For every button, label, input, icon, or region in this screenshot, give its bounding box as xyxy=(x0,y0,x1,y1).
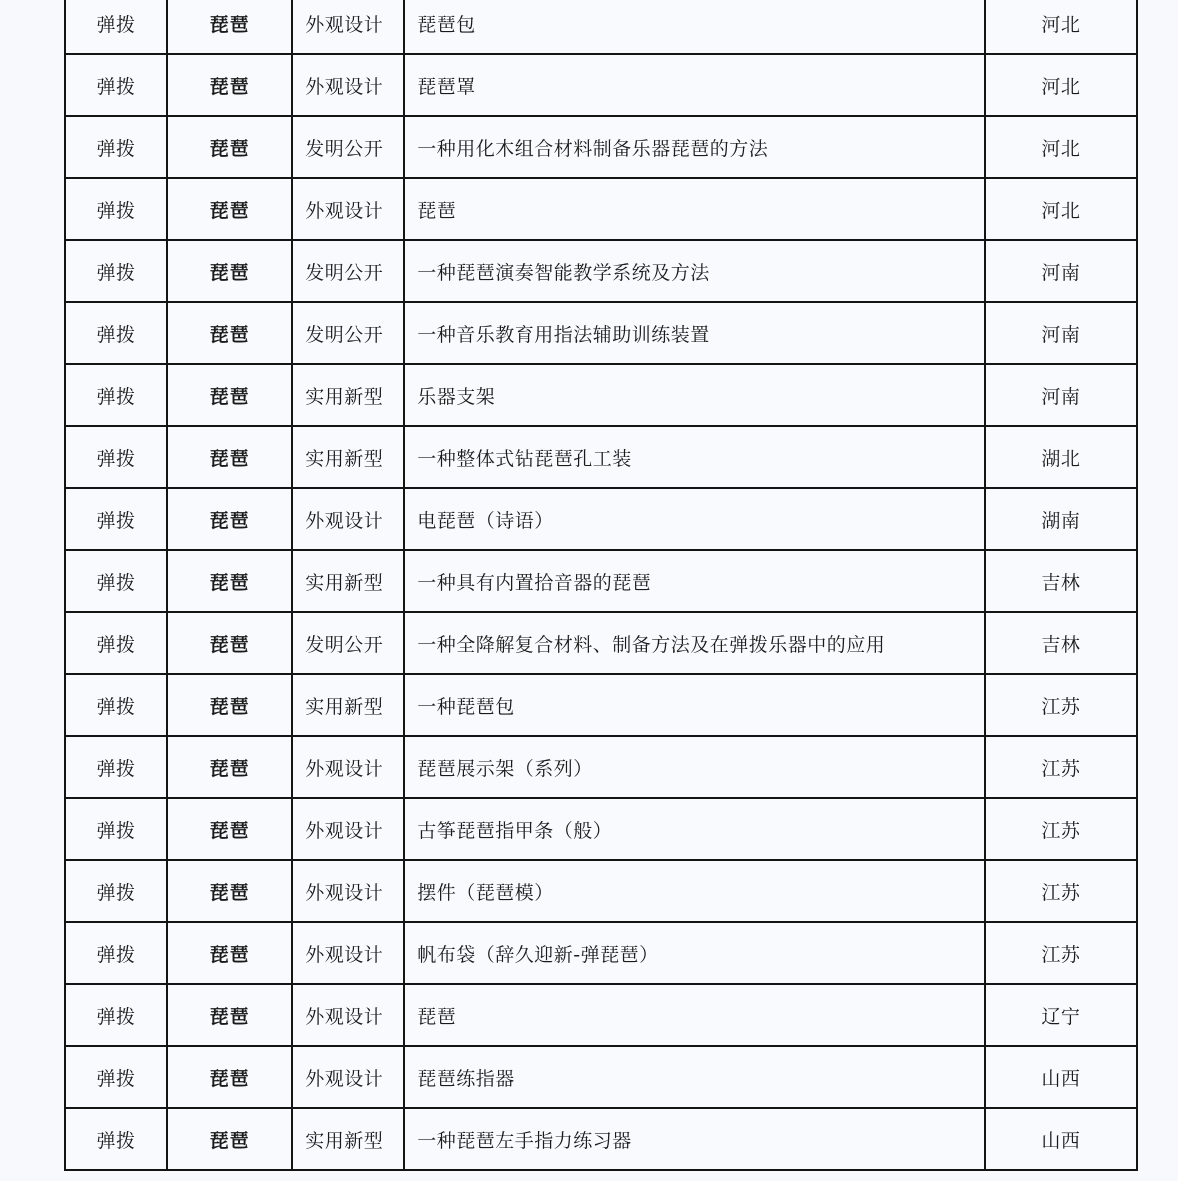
instrument-cell-text: 琵琶 xyxy=(209,1067,250,1090)
category-cell xyxy=(65,550,167,612)
region-cell xyxy=(985,1108,1137,1170)
table-row xyxy=(65,550,1137,612)
title-cell xyxy=(404,1046,985,1108)
category-cell xyxy=(65,674,167,736)
region-cell xyxy=(985,364,1137,426)
instrument-cell-text: 琵琶 xyxy=(209,943,250,966)
patent-type-cell-text: 实用新型 xyxy=(305,385,384,408)
category-cell-text: 弹拨 xyxy=(96,943,136,966)
instrument-cell xyxy=(167,798,292,860)
table-row xyxy=(65,984,1137,1046)
title-cell-text: 一种琵琶演奏智能教学系统及方法 xyxy=(417,261,710,284)
table-row xyxy=(65,54,1137,116)
instrument-cell xyxy=(167,922,292,984)
title-cell-text: 一种整体式钻琵琶孔工装 xyxy=(417,447,632,470)
title-cell-text: 古筝琵琶指甲条（般） xyxy=(417,819,613,842)
table-row xyxy=(65,116,1137,178)
region-cell xyxy=(985,1046,1137,1108)
instrument-cell-text: 琵琶 xyxy=(209,1129,250,1152)
region-cell-text: 江苏 xyxy=(1041,943,1081,966)
title-cell-text: 琵琶 xyxy=(417,1005,457,1028)
title-cell-text: 一种琵琶左手指力练习器 xyxy=(417,1129,632,1152)
title-cell-text: 一种用化木组合材料制备乐器琵琶的方法 xyxy=(417,137,769,160)
patent-type-cell xyxy=(292,178,404,240)
patent-type-cell-text: 外观设计 xyxy=(305,75,384,98)
instrument-cell-text: 琵琶 xyxy=(209,881,250,904)
instrument-cell xyxy=(167,736,292,798)
title-cell xyxy=(404,116,985,178)
title-cell-text: 琵琶包 xyxy=(417,13,476,36)
region-cell xyxy=(985,488,1137,550)
category-cell xyxy=(65,54,167,116)
patent-type-cell xyxy=(292,1046,404,1108)
instrument-cell xyxy=(167,674,292,736)
region-cell xyxy=(985,736,1137,798)
region-cell-text: 辽宁 xyxy=(1041,1005,1081,1028)
table-row xyxy=(65,178,1137,240)
category-cell xyxy=(65,426,167,488)
title-cell-text: 乐器支架 xyxy=(417,385,496,408)
patent-type-cell-text: 发明公开 xyxy=(305,137,384,160)
region-cell xyxy=(985,674,1137,736)
category-cell-text: 弹拨 xyxy=(96,819,136,842)
patent-type-cell-text: 实用新型 xyxy=(305,695,384,718)
instrument-cell xyxy=(167,860,292,922)
patent-type-cell-text: 发明公开 xyxy=(305,323,384,346)
instrument-cell-text: 琵琶 xyxy=(209,757,250,780)
region-cell-text: 湖南 xyxy=(1041,509,1081,532)
region-cell-text: 河北 xyxy=(1041,75,1081,98)
category-cell-text: 弹拨 xyxy=(96,571,136,594)
instrument-cell xyxy=(167,364,292,426)
title-cell-text: 一种琵琶包 xyxy=(417,695,515,718)
category-cell-text: 弹拨 xyxy=(96,695,136,718)
title-cell-text: 琵琶练指器 xyxy=(417,1067,515,1090)
patent-type-cell xyxy=(292,612,404,674)
instrument-cell-text: 琵琶 xyxy=(209,1005,250,1028)
instrument-cell xyxy=(167,1046,292,1108)
category-cell xyxy=(65,922,167,984)
title-cell xyxy=(404,550,985,612)
patent-type-cell xyxy=(292,922,404,984)
region-cell xyxy=(985,54,1137,116)
patent-type-cell-text: 外观设计 xyxy=(305,1067,384,1090)
patent-table xyxy=(64,0,1138,1171)
region-cell-text: 河南 xyxy=(1041,323,1081,346)
patent-table-body xyxy=(65,0,1137,1170)
category-cell xyxy=(65,116,167,178)
category-cell xyxy=(65,488,167,550)
category-cell xyxy=(65,860,167,922)
instrument-cell-text: 琵琶 xyxy=(209,323,250,346)
instrument-cell-text: 琵琶 xyxy=(209,385,250,408)
category-cell-text: 弹拨 xyxy=(96,323,136,346)
region-cell-text: 山西 xyxy=(1041,1067,1081,1090)
title-cell xyxy=(404,922,985,984)
table-row xyxy=(65,0,1137,54)
instrument-cell-text: 琵琶 xyxy=(209,695,250,718)
title-cell-text: 琵琶 xyxy=(417,199,457,222)
category-cell-text: 弹拨 xyxy=(96,13,136,36)
region-cell xyxy=(985,0,1137,54)
category-cell-text: 弹拨 xyxy=(96,633,136,656)
region-cell-text: 湖北 xyxy=(1041,447,1081,470)
region-cell-text: 江苏 xyxy=(1041,819,1081,842)
region-cell-text: 河北 xyxy=(1041,137,1081,160)
region-cell xyxy=(985,860,1137,922)
patent-type-cell xyxy=(292,860,404,922)
table-row xyxy=(65,1046,1137,1108)
patent-type-cell-text: 外观设计 xyxy=(305,13,384,36)
category-cell xyxy=(65,240,167,302)
table-row xyxy=(65,674,1137,736)
patent-type-cell-text: 外观设计 xyxy=(305,509,384,532)
patent-type-cell-text: 外观设计 xyxy=(305,1005,384,1028)
instrument-cell xyxy=(167,116,292,178)
title-cell xyxy=(404,302,985,364)
patent-type-cell xyxy=(292,364,404,426)
patent-type-cell xyxy=(292,0,404,54)
category-cell xyxy=(65,364,167,426)
category-cell-text: 弹拨 xyxy=(96,447,136,470)
instrument-cell-text: 琵琶 xyxy=(209,13,250,36)
category-cell-text: 弹拨 xyxy=(96,75,136,98)
category-cell xyxy=(65,798,167,860)
title-cell xyxy=(404,0,985,54)
instrument-cell xyxy=(167,302,292,364)
instrument-cell xyxy=(167,0,292,54)
title-cell xyxy=(404,178,985,240)
instrument-cell-text: 琵琶 xyxy=(209,199,250,222)
table-row xyxy=(65,798,1137,860)
instrument-cell-text: 琵琶 xyxy=(209,633,250,656)
instrument-cell-text: 琵琶 xyxy=(209,75,250,98)
region-cell-text: 江苏 xyxy=(1041,881,1081,904)
category-cell-text: 弹拨 xyxy=(96,1005,136,1028)
category-cell xyxy=(65,1046,167,1108)
patent-type-cell-text: 发明公开 xyxy=(305,261,384,284)
patent-type-cell-text: 外观设计 xyxy=(305,943,384,966)
title-cell xyxy=(404,736,985,798)
instrument-cell xyxy=(167,550,292,612)
patent-type-cell-text: 外观设计 xyxy=(305,199,384,222)
category-cell-text: 弹拨 xyxy=(96,199,136,222)
region-cell xyxy=(985,612,1137,674)
title-cell xyxy=(404,984,985,1046)
patent-type-cell xyxy=(292,426,404,488)
title-cell xyxy=(404,860,985,922)
patent-type-cell xyxy=(292,550,404,612)
title-cell xyxy=(404,240,985,302)
region-cell xyxy=(985,302,1137,364)
region-cell-text: 江苏 xyxy=(1041,695,1081,718)
instrument-cell xyxy=(167,984,292,1046)
region-cell-text: 吉林 xyxy=(1041,571,1081,594)
patent-type-cell xyxy=(292,736,404,798)
title-cell xyxy=(404,612,985,674)
region-cell-text: 河北 xyxy=(1041,13,1081,36)
table-row xyxy=(65,922,1137,984)
category-cell-text: 弹拨 xyxy=(96,881,136,904)
patent-type-cell xyxy=(292,54,404,116)
region-cell-text: 山西 xyxy=(1041,1129,1081,1152)
patent-type-cell xyxy=(292,488,404,550)
category-cell xyxy=(65,736,167,798)
region-cell-text: 江苏 xyxy=(1041,757,1081,780)
category-cell-text: 弹拨 xyxy=(96,1129,136,1152)
category-cell-text: 弹拨 xyxy=(96,509,136,532)
region-cell xyxy=(985,984,1137,1046)
region-cell xyxy=(985,426,1137,488)
region-cell-text: 河北 xyxy=(1041,199,1081,222)
instrument-cell-text: 琵琶 xyxy=(209,447,250,470)
title-cell xyxy=(404,1108,985,1170)
category-cell-text: 弹拨 xyxy=(96,385,136,408)
category-cell xyxy=(65,302,167,364)
patent-type-cell-text: 实用新型 xyxy=(305,1129,384,1152)
patent-type-cell-text: 外观设计 xyxy=(305,757,384,780)
instrument-cell xyxy=(167,54,292,116)
table-row xyxy=(65,736,1137,798)
region-cell-text: 河南 xyxy=(1041,385,1081,408)
table-row xyxy=(65,1108,1137,1170)
title-cell-text: 一种具有内置拾音器的琵琶 xyxy=(417,571,652,594)
region-cell xyxy=(985,550,1137,612)
patent-type-cell xyxy=(292,302,404,364)
category-cell-text: 弹拨 xyxy=(96,1067,136,1090)
title-cell-text: 帆布袋（辞久迎新-弹琵琶） xyxy=(417,943,659,966)
category-cell xyxy=(65,612,167,674)
category-cell-text: 弹拨 xyxy=(96,757,136,780)
patent-type-cell-text: 实用新型 xyxy=(305,447,384,470)
category-cell xyxy=(65,0,167,54)
instrument-cell-text: 琵琶 xyxy=(209,137,250,160)
region-cell xyxy=(985,116,1137,178)
title-cell-text: 电琵琶（诗语） xyxy=(417,509,554,532)
instrument-cell xyxy=(167,240,292,302)
title-cell-text: 摆件（琵琶模） xyxy=(417,881,554,904)
title-cell xyxy=(404,54,985,116)
region-cell-text: 河南 xyxy=(1041,261,1081,284)
instrument-cell-text: 琵琶 xyxy=(209,261,250,284)
patent-type-cell-text: 外观设计 xyxy=(305,881,384,904)
title-cell-text: 一种音乐教育用指法辅助训练装置 xyxy=(417,323,710,346)
instrument-cell-text: 琵琶 xyxy=(209,509,250,532)
patent-type-cell-text: 外观设计 xyxy=(305,819,384,842)
table-row xyxy=(65,426,1137,488)
title-cell-text: 琵琶展示架（系列） xyxy=(417,757,593,780)
title-cell xyxy=(404,798,985,860)
title-cell-text: 一种全降解复合材料、制备方法及在弹拨乐器中的应用 xyxy=(417,633,886,656)
title-cell xyxy=(404,674,985,736)
table-row xyxy=(65,364,1137,426)
instrument-cell xyxy=(167,1108,292,1170)
instrument-cell-text: 琵琶 xyxy=(209,819,250,842)
category-cell-text: 弹拨 xyxy=(96,137,136,160)
patent-type-cell xyxy=(292,798,404,860)
region-cell xyxy=(985,798,1137,860)
title-cell xyxy=(404,426,985,488)
instrument-cell-text: 琵琶 xyxy=(209,571,250,594)
patent-type-cell xyxy=(292,116,404,178)
patent-type-cell xyxy=(292,240,404,302)
title-cell-text: 琵琶罩 xyxy=(417,75,476,98)
patent-table-container xyxy=(64,0,1138,1171)
title-cell xyxy=(404,364,985,426)
table-row xyxy=(65,860,1137,922)
category-cell xyxy=(65,1108,167,1170)
category-cell xyxy=(65,984,167,1046)
instrument-cell xyxy=(167,488,292,550)
table-row xyxy=(65,612,1137,674)
category-cell-text: 弹拨 xyxy=(96,261,136,284)
instrument-cell xyxy=(167,178,292,240)
instrument-cell xyxy=(167,612,292,674)
category-cell xyxy=(65,178,167,240)
region-cell xyxy=(985,178,1137,240)
patent-type-cell-text: 发明公开 xyxy=(305,633,384,656)
region-cell xyxy=(985,240,1137,302)
table-row xyxy=(65,240,1137,302)
instrument-cell xyxy=(167,426,292,488)
patent-type-cell xyxy=(292,1108,404,1170)
region-cell-text: 吉林 xyxy=(1041,633,1081,656)
table-row xyxy=(65,488,1137,550)
patent-type-cell xyxy=(292,984,404,1046)
table-row xyxy=(65,302,1137,364)
patent-type-cell-text: 实用新型 xyxy=(305,571,384,594)
patent-type-cell xyxy=(292,674,404,736)
title-cell xyxy=(404,488,985,550)
region-cell xyxy=(985,922,1137,984)
